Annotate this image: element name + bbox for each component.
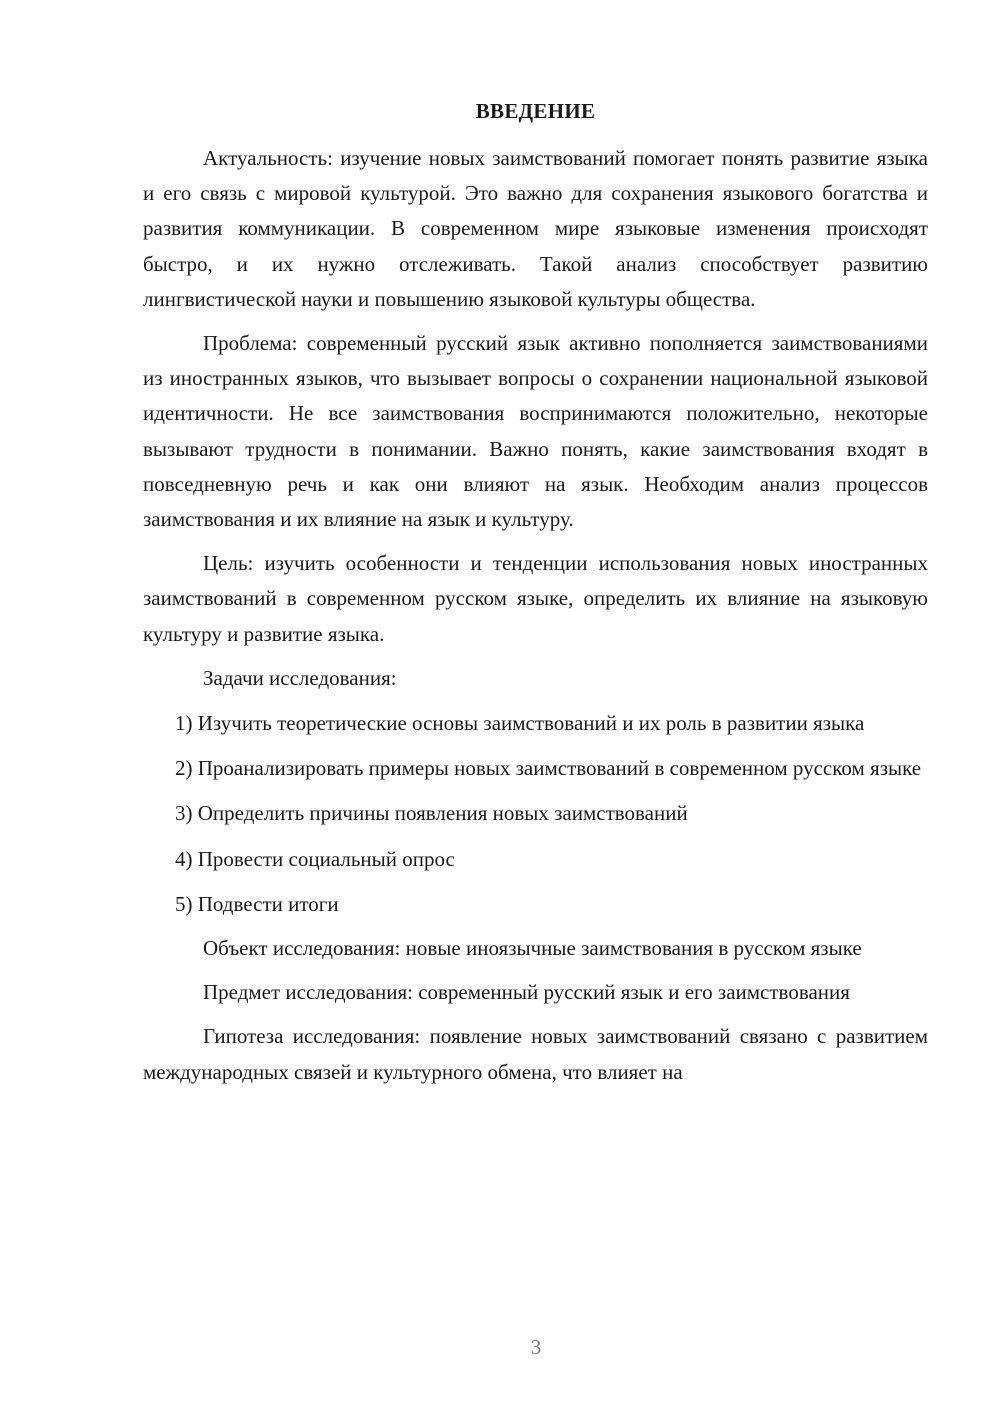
list-item: 3) Определить причины появления новых заимствований	[175, 801, 688, 826]
list-item: 5) Подвести итоги	[175, 891, 339, 916]
list-item: 2) Проанализировать примеры новых заимствований в современном русском языке	[175, 756, 922, 781]
page-number: 3	[530, 1335, 542, 1359]
subject-paragraph: Предмет исследования: современный русский язык и его заимствования	[203, 980, 850, 1005]
relevance-paragraph: Актуальность: изучение новых заимствований помогает понять развитие языка и его связь с мировой культурой. Это важно для сохранения языкового богатства и развития коммуникации. В современном мире языковые изменения происходят быстро, и их нужно отслеживать. Такой анализ способствует развитию лингвистической науки и повышению языковой культуры общества.	[143, 146, 928, 311]
section-title: ВВЕДЕНИЕ	[475, 99, 596, 123]
tasks-list	[143, 706, 928, 922]
goal-paragraph: Цель: изучить особенности и тенденции использования новых иностранных заимствований в современном русском языке, определить их влияние на языковую культуру и развитие языка.	[143, 551, 928, 646]
problem-paragraph: Проблема: современный русский язык активно пополняется заимствованиями из иностранных языков, что вызывает вопросы о сохранении национальной языковой идентичности. Не все заимствования воспринимаются положительно, некоторые вызывают трудности в понимании. Важно понять, какие заимствования входят в повседневную речь и как они влияют на язык. Необходим анализ процессов заимствования и их влияние на язык и культуру.	[143, 331, 928, 532]
object-paragraph: Объект исследования: новые иноязычные заимствования в русском языке	[203, 936, 862, 961]
list-item: 4) Провести социальный опрос	[175, 846, 455, 871]
page-content	[143, 96, 928, 1090]
list-item: 1) Изучить теоретические основы заимствований и их роль в развитии языка	[175, 711, 865, 736]
tasks-heading: Задачи исследования:	[203, 665, 397, 690]
hypothesis-paragraph: Гипотеза исследования: появление новых заимствований связано с развитием международных связей и культурного обмена, что влияет на	[143, 1024, 928, 1084]
